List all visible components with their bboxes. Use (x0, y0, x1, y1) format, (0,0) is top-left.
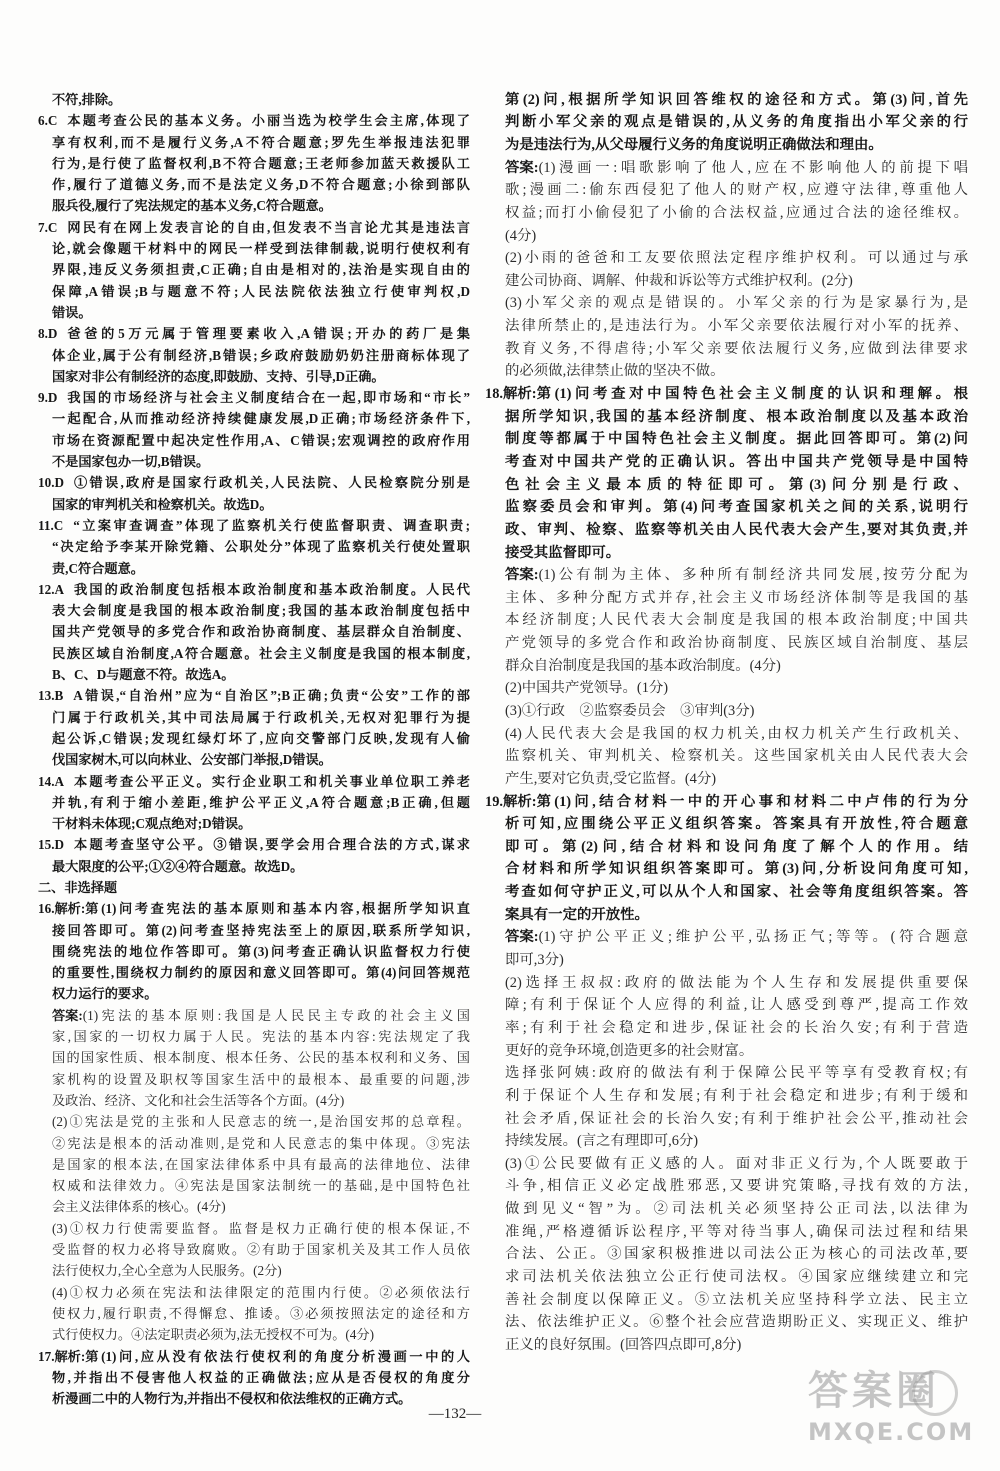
line-text: 更好的竞争环境,创造更多的社会财富。 (505, 1042, 754, 1059)
question-number: 10.D (38, 475, 65, 491)
text-line (38, 323, 470, 344)
line-text: 接受其监督即可。 (505, 544, 621, 561)
text-line (38, 238, 470, 259)
answer-item (485, 157, 968, 248)
text-line (485, 338, 968, 361)
text-line (38, 1282, 470, 1303)
text-line (38, 536, 470, 557)
text-line (485, 994, 968, 1017)
line-text: 持续发展。(言之有理即可,6分) (505, 1133, 699, 1150)
text-line (485, 904, 968, 927)
line-text: 我国的政治制度包括根本政治制度和基本政治制度。人民代 (74, 581, 470, 597)
text-line (38, 1175, 470, 1196)
line-text: 网民有在网上发表言论的自由,但发表不当言论尤其是违法言 (67, 219, 470, 235)
text-line (38, 1239, 470, 1260)
line-text: 政、审判、检察、监察等机关由人民代表大会产生,要对其负责,并 (505, 521, 968, 538)
answer-item (38, 217, 470, 323)
text-line (485, 542, 968, 565)
watermark-text: 答案圈 (808, 1368, 940, 1414)
answer-item (38, 834, 470, 877)
question-number: 12.A (38, 581, 65, 597)
text-line (485, 813, 968, 836)
text-line (485, 700, 968, 723)
question-number: 9.D (38, 390, 58, 406)
page-number: —132— (428, 1406, 482, 1422)
question-number: 18. (485, 386, 503, 403)
line-text: 我国的市场经济与社会主义制度结合在一起,即市场和“市长” (67, 390, 470, 406)
text-line (38, 579, 470, 600)
line-text: (3)①权力行使需要监督。监督是权力正确行使的根本保证,不 (52, 1220, 470, 1236)
text-line (485, 315, 968, 338)
line-text: 社会矛盾,保证社会的长治久安;有利于维护社会公平,推动社会 (505, 1110, 968, 1127)
line-text: 产党领导的多党合作和政治协商制度、民族区域自治制度、基层 (505, 635, 968, 652)
line-text: 起公诉,C错误;发现红绿灯坏了,应向交警部门反映,发现有人偷 (52, 730, 470, 746)
section-label: 解析: (503, 793, 537, 810)
line-text: 权威和法律效力。④宪法是国家法制统一的基础,是中国特色社 (52, 1178, 470, 1194)
line-text: 善社会制度以保障正义。⑤立法机关应坚持科学立法、民主立 (505, 1291, 968, 1308)
text-line (485, 179, 968, 202)
line-text: 析漫画二中的人物行为,并指出不侵权和依法维权的正确方式。 (52, 1391, 412, 1407)
section-heading (38, 877, 470, 898)
line-text: 为是违法行为,从父母履行义务的角度说明正确做法和理由。 (505, 136, 883, 153)
text-line (38, 387, 470, 408)
text-line (38, 1047, 470, 1068)
text-line (38, 1005, 470, 1026)
line-text: 保障,A错误;B与题意不符;人民法院依法独立行使审判权,D (52, 283, 470, 299)
answer-item (38, 110, 470, 216)
text-line (485, 1221, 968, 1244)
text-line (38, 174, 470, 195)
answer-item (38, 1282, 470, 1346)
text-line (38, 600, 470, 621)
line-text: ②宪法是根本的活动准则,是党和人民意志的集中体现。③宪法 (52, 1135, 470, 1151)
line-text: 论,就会像题干材料中的网民一样受到法律制裁,说明行使权利有 (52, 241, 470, 257)
text-line (485, 157, 968, 180)
question-number: 16. (38, 901, 55, 917)
line-text: 主体、多种分配方式并存,社会主义市场经济体制等是我国的基 (505, 589, 968, 606)
right-column (485, 89, 968, 1357)
line-text: 第(1)问考查对中国特色社会主义制度的认识和理解。根 (536, 386, 968, 403)
question-number: 17. (38, 1348, 55, 1364)
text-line (485, 134, 968, 157)
text-line (38, 920, 470, 941)
question-number: 14.A (38, 773, 65, 789)
line-text: 界限,违反义务须担责,C正确;自由是相对的,法治是实现自由的 (52, 262, 470, 278)
line-text: (4)人民代表大会是我国的权力机关,由权力机关产生行政机关、 (505, 725, 968, 742)
line-text: 监察机关、审判机关、检察机关。这些国家机关由人民代表大会 (505, 748, 968, 765)
text-line (38, 1388, 470, 1409)
line-text: 国家对非公有制经济的态度,即鼓励、支持、引导,D正确。 (52, 368, 385, 384)
text-line (38, 1196, 470, 1217)
text-line (485, 1153, 968, 1176)
answer-item (485, 564, 968, 677)
text-line (38, 1367, 470, 1388)
question-number: 15.D (38, 837, 65, 853)
watermark-url: MXQE.COM (808, 1418, 975, 1446)
line-text: 最大限度的公平;①②④符合题意。故选D。 (52, 858, 304, 874)
line-text: 一起配合,从而推动经济持续健康发展,D正确;市场经济条件下, (52, 411, 470, 427)
line-text: (4分) (505, 227, 537, 244)
text-line (485, 836, 968, 859)
line-text: 不是国家包办一切,B错误。 (52, 454, 210, 470)
line-text: (1)公有制为主体、多种所有制经济共同发展,按劳分配为 (538, 567, 968, 584)
section-label: 答案: (505, 159, 539, 176)
line-text: 责,C符合题意。 (52, 560, 144, 576)
answer-item (38, 515, 470, 579)
text-line (485, 270, 968, 293)
line-text: 享有权利,而不是履行义务,A不符合题意;罗先生举报违法犯罪 (52, 134, 470, 150)
text-line (38, 451, 470, 472)
line-text: ①错误,政府是国家行政机关,人民法院、人民检察院分别是 (74, 475, 470, 491)
answer-item (485, 89, 968, 157)
text-line (38, 664, 470, 685)
section-label: 解析: (54, 1348, 86, 1364)
line-text: 求司法机关依法独立公正行使司法权。④国家应继续建立和完 (505, 1269, 968, 1285)
answer-item (38, 472, 470, 515)
text-line (485, 247, 968, 270)
text-line (38, 430, 470, 451)
text-line (485, 632, 968, 655)
line-text: 斗争,相信正义必定战胜邪恶,又要讲究策略,寻找有效的方法, (505, 1178, 968, 1195)
text-line (38, 1303, 470, 1324)
text-line (485, 1040, 968, 1063)
line-text: 错误。 (52, 304, 92, 320)
text-line (38, 515, 470, 536)
text-line (485, 677, 968, 700)
text-line (485, 723, 968, 746)
text-line (485, 1289, 968, 1312)
text-line (485, 1334, 968, 1357)
text-line (485, 587, 968, 610)
line-text: (4)①权力必须在宪法和法律限定的范围内行使。②必须依法行 (52, 1284, 470, 1300)
line-text: 第(1)问,结合材料一中的开心事和材料二中卢伟的行为分 (536, 793, 968, 810)
text-line (38, 962, 470, 983)
line-text: 据所学知识,我国的基本经济制度、根本政治制度以及基本政治 (505, 408, 968, 425)
answer-item (485, 1062, 968, 1153)
text-line (485, 1243, 968, 1266)
answer-item (38, 1005, 470, 1111)
line-text: 物,并指出不侵害他人权益的正确做法;应从是否侵权的角度分 (52, 1369, 470, 1385)
line-text: 案具有一定的开放性。 (505, 906, 649, 923)
line-text: 服兵役,履行了宪法规定的基本义务,C符合题意。 (52, 198, 332, 214)
line-text: (2)中国共产党领导。(1分) (505, 680, 669, 697)
answer-item (485, 723, 968, 791)
text-line (38, 792, 470, 813)
text-line (485, 655, 968, 678)
line-text: 选择张阿姨:政府的做法有利于保障公民平等享有受教育权;有 (505, 1065, 968, 1082)
line-text: 即可。第(2)问,结合材料和设问角度了解个人的作用。结 (505, 838, 968, 855)
text-line (485, 1198, 968, 1221)
line-text: 析可知,应围绕公平正义组织答案。答案具有开放性,符合题意 (505, 816, 968, 833)
line-text: 国家的审判机关和检察机关。故选D。 (52, 496, 273, 512)
line-text: 及政治、经济、文化和社会生活等各个方面。(4分) (52, 1092, 345, 1108)
text-line (38, 749, 470, 770)
text-line (485, 1085, 968, 1108)
line-text: 不符,排除。 (52, 92, 122, 107)
line-text: 伐国家树木,可以向林业、公安部门举报,D错误。 (52, 752, 332, 768)
line-text: (1)宪法的基本原则:我国是人民民主专政的社会主义国 (82, 1007, 470, 1023)
text-line (38, 494, 470, 515)
text-line (485, 791, 968, 814)
line-text: 率;有利于社会稳定和进步,保证社会的长治久安;有利于营造 (505, 1019, 968, 1036)
line-text: 本题考查公平正义。实行企业职工和机关事业单位职工养老 (74, 773, 470, 789)
text-line (485, 451, 968, 474)
answer-item (38, 685, 470, 770)
line-text: 做到见义“智”为。②司法机关必须坚持公正司法,以法律为 (505, 1201, 968, 1218)
line-text: 建公司协商、调解、仲裁和诉讼等方式维护权利。(2分) (505, 272, 853, 289)
question-number: 13.B (38, 688, 64, 704)
text-line (38, 621, 470, 642)
line-text: 第(1)问考查宪法的基本原则和基本内容,根据所学知识直 (85, 901, 470, 917)
line-text: 本经济制度;人民代表大会制度是我国的根本政治制度;中国共 (505, 612, 968, 629)
text-line (38, 771, 470, 792)
answer-item (485, 1153, 968, 1357)
answer-item (485, 383, 968, 564)
line-text: 家,国家的一切权力属于人民。宪法的基本内容:宪法规定了我 (52, 1029, 470, 1045)
section-label: 解析: (503, 386, 537, 403)
watermark-ring-icon (912, 1370, 958, 1416)
line-text: A错误,“自治州”应为“自治区”;B正确;负责“公安”工作的部 (73, 688, 470, 704)
text-line (485, 496, 968, 519)
answer-item (38, 89, 470, 110)
text-line (38, 153, 470, 174)
line-text: 的必须做,法律禁止做的坚决不做。 (505, 363, 725, 380)
line-text: 歌;漫画二:偷东西侵犯了他人的财产权,应遵守法律,尊重他人 (505, 182, 968, 199)
question-number: 19. (485, 793, 503, 810)
line-text: 民族区域自治制度,A符合题意。社会主义制度是我国的根本制度, (52, 645, 470, 661)
text-line (485, 428, 968, 451)
text-line (485, 292, 968, 315)
text-line (485, 1311, 968, 1334)
line-text: 是国家的根本法,在国家法律体系中具有最高的法律地位、法律 (52, 1156, 470, 1172)
line-text: 家机构的设置及职权等国家生活中的最根本、最重要的问题,涉 (52, 1071, 470, 1087)
answer-item (38, 1346, 470, 1410)
text-line (38, 558, 470, 579)
section-heading-text: 二、非选择题 (38, 879, 118, 895)
text-line (38, 110, 470, 131)
line-text: 障;有利于保证个人应得的利益,让人感受到尊严,提高工作效 (505, 997, 968, 1014)
line-text: 受监督的权力必将导致腐败。②有助于国家机关及其工作人员依 (52, 1242, 470, 1258)
line-text: (1)漫画一:唱歌影响了他人,应在不影响他人的前提下唱 (538, 159, 968, 176)
answer-item (38, 898, 470, 1004)
answer-item (485, 700, 968, 723)
watermark-logo (808, 1366, 986, 1462)
text-line (485, 609, 968, 632)
line-text: 第(1)问,应从没有依法行使权利的角度分析漫画一中的人 (85, 1348, 470, 1364)
answer-item (38, 1111, 470, 1217)
line-text: 法行使权力,全心全意为人民服务。(2分) (52, 1263, 282, 1279)
text-line (485, 1108, 968, 1131)
text-line (485, 474, 968, 497)
text-line (38, 685, 470, 706)
answer-item (38, 579, 470, 685)
line-text: (2)选择王叔叔:政府的做法能为个人生存和发展提供重要保 (505, 974, 968, 991)
text-line (38, 1218, 470, 1239)
line-text: 法律所禁止的,是违法行为。小军父亲要依法履行对小军的抚养、 (505, 318, 968, 335)
line-text: 法、依法维护正义。⑥整个社会应营造期盼正义、实现正义、维护 (505, 1314, 968, 1331)
line-text: 接回答即可。第(2)问考查坚持宪法至上的原因,联系所学知识, (52, 922, 470, 938)
question-number: 8.D (38, 326, 58, 342)
answer-item (485, 247, 968, 292)
text-line (38, 1324, 470, 1345)
text-line (38, 1260, 470, 1281)
text-line (38, 217, 470, 238)
line-text: 考查如何守护正义,可以从个人和国家、社会等角度组织答案。答 (505, 884, 968, 901)
line-text: 合材料和所学知识组织答案即可。第(3)问,分析设问角度可知, (505, 861, 968, 878)
line-text: 国共产党领导的多党合作和政治协商制度、基层群众自治制度、 (52, 624, 470, 640)
text-line (485, 202, 968, 225)
text-line (485, 1130, 968, 1153)
answer-item (485, 677, 968, 700)
text-line (38, 813, 470, 834)
text-line (38, 728, 470, 749)
line-text: 的重要性,围绕权力制约的原因和意义回答即可。第(4)问回答规范 (52, 965, 470, 981)
line-text: 表大会制度是我国的根本政治制度;我国的基本政治制度包括中 (52, 603, 470, 619)
line-text: 行为,是行使了监督权利,B不符合题意;王老师参加蓝天救援队工 (52, 155, 470, 171)
line-text: 群众自治制度是我国的基本政治制度。(4分) (505, 657, 781, 674)
line-text: 本题考查坚守公平。③错误,要学会用合理合法的方式,谋求 (74, 837, 470, 853)
line-text: 色社会主义最本质的特征即可。第(3)问分别是行政、 (505, 476, 968, 493)
line-text: (2)①宪法是党的主张和人民意志的统一,是治国安邦的总章程。 (52, 1114, 470, 1130)
answer-item (38, 387, 470, 472)
line-text: 合法、公正。③国家积极推进以司法公正为核心的司法改革,要 (505, 1246, 968, 1263)
line-text: (2)小雨的爸爸和工友要依照法定程序维护权利。可以通过与承 (505, 250, 968, 267)
text-line (38, 1346, 470, 1367)
line-text: 作,履行了道德义务,而不是法定义务,D不符合题意;小徐到部队 (52, 177, 470, 193)
text-line (38, 259, 470, 280)
text-line (38, 89, 470, 110)
answer-item (485, 791, 968, 927)
answer-item (38, 1218, 470, 1282)
line-text: B、C、D与题意不符。故选A。 (52, 667, 235, 683)
text-line (485, 383, 968, 406)
text-line (38, 1069, 470, 1090)
section-label: 答案: (505, 929, 539, 946)
line-text: 市场在资源配置中起决定性作用,A、C错误;宏观调控的政府作用 (52, 432, 470, 448)
text-line (38, 366, 470, 387)
line-text: 正义的良好氛围。(回答四点即可,8分) (505, 1336, 742, 1353)
line-text: 权力运行的要求。 (52, 986, 158, 1002)
text-line (38, 643, 470, 664)
text-line (38, 281, 470, 302)
answer-item (38, 771, 470, 835)
line-text: 国的国家性质、根本制度、根本任务、公民的基本权利和义务、国 (52, 1050, 470, 1066)
line-text: 使权力,履行职责,不得懈怠、推诿。③必须按照法定的途径和方 (52, 1305, 470, 1321)
text-line (485, 564, 968, 587)
text-line (38, 345, 470, 366)
line-text: 准绳,严格遵循诉讼程序,平等对待当事人,确保司法过程和结果 (505, 1223, 968, 1240)
line-text: 式行使权力。④法定职责必须为,法无授权不可为。(4分) (52, 1327, 374, 1343)
line-text: 权益;而打小偷侵犯了小偷的合法权益,应通过合法的途径维权。 (505, 204, 968, 221)
text-line (38, 1111, 470, 1132)
text-line (485, 406, 968, 429)
line-text: 判断小军父亲的观点是错误的,从义务的角度指出小军父亲的行 (505, 114, 968, 131)
question-number: 11.C (38, 517, 64, 533)
text-line (38, 132, 470, 153)
text-line (485, 1062, 968, 1085)
line-text: 教育义务,不得虐待;小军父亲要依法履行义务,应做到法律要求 (505, 340, 968, 357)
question-number: 7.C (38, 219, 58, 235)
text-line (485, 519, 968, 542)
text-line (485, 1175, 968, 1198)
text-line (38, 941, 470, 962)
line-text: 本题考查公民的基本义务。小丽当选为校学生会主席,体现了 (67, 113, 470, 129)
text-line (38, 302, 470, 323)
text-line (485, 949, 968, 972)
answer-item (485, 926, 968, 971)
line-text: 即可,3分) (505, 952, 564, 969)
text-line (485, 111, 968, 134)
line-text: 体企业,属于公有制经济,B错误;乡政府鼓励奶奶注册商标体现了 (52, 347, 470, 363)
text-line (38, 1133, 470, 1154)
text-line (38, 472, 470, 493)
line-text: 利于保证个人生存和发展;有利于社会稳定和进步;有利于缓和 (505, 1087, 968, 1104)
text-line (485, 89, 968, 112)
line-text: “决定给予李某开除党籍、公职处分”体现了监察机关行使处置职 (52, 539, 470, 555)
text-line (485, 1017, 968, 1040)
line-text: “立案审查调查”体现了监察机关行使监督职责、调查职责; (73, 517, 470, 533)
text-line (38, 834, 470, 855)
line-text: (3)小军父亲的观点是错误的。小军父亲的行为是家暴行为,是 (505, 295, 968, 312)
section-label: 答案: (505, 567, 539, 584)
text-line (38, 707, 470, 728)
line-text: 门属于行政机关,其中司法局属于行政机关,无权对犯罪行为提 (52, 709, 470, 725)
line-text: (3)①公民要做有正义感的人。面对非正义行为,个人既要敢于 (505, 1155, 968, 1172)
line-text: (3)①行政 ②监察委员会 ③审判(3分) (505, 702, 755, 719)
text-line (485, 1266, 968, 1289)
answer-item (38, 323, 470, 387)
text-line (38, 408, 470, 429)
text-line (38, 856, 470, 877)
text-line (38, 1154, 470, 1175)
line-text: 制度等都属于中国特色社会主义制度。据此回答即可。第(2)问 (505, 431, 968, 448)
text-line (485, 745, 968, 768)
text-line (485, 225, 968, 248)
line-text: 监察委员会和审判。第(4)问考查国家机关之间的关系,说明行 (505, 499, 968, 516)
text-line (38, 1026, 470, 1047)
line-text: 产生,要对它负责,受它监督。(4分) (505, 770, 717, 787)
text-line (38, 898, 470, 919)
answer-item (485, 292, 968, 383)
section-label: 答案: (52, 1007, 83, 1023)
text-line (485, 881, 968, 904)
line-text: (1)守护公平正义;维护公平,弘扬正气;等等。(符合题意 (538, 929, 968, 946)
line-text: 并轨,有利于缩小差距,维护公平正义,A符合题意;B正确,但题 (52, 794, 470, 810)
text-line (485, 768, 968, 791)
question-number: 6.C (38, 113, 58, 129)
text-line (485, 858, 968, 881)
text-line (485, 360, 968, 383)
text-line (485, 926, 968, 949)
line-text: 干材料未体现;C观点绝对;D错误。 (52, 816, 252, 832)
line-text: 第(2)问,根据所学知识回答维权的途径和方式。第(3)问,首先 (505, 91, 968, 108)
line-text: 考查对中国共产党的正确认识。答出中国共产党领导是中国特 (505, 453, 968, 470)
text-line (38, 1090, 470, 1111)
line-text: 围绕宪法的地位作答即可。第(3)问考查正确认识监督权力行使 (52, 943, 470, 959)
answer-item (485, 972, 968, 1063)
line-text: 会主义法律体系的核心。(4分) (52, 1199, 226, 1215)
left-column (38, 89, 470, 1409)
text-line (38, 195, 470, 216)
section-label: 解析: (54, 901, 86, 917)
text-line (38, 983, 470, 1004)
text-line (485, 972, 968, 995)
line-text: 爸爸的5万元属于管理要素收入,A错误;开办的药厂是集 (67, 326, 470, 342)
